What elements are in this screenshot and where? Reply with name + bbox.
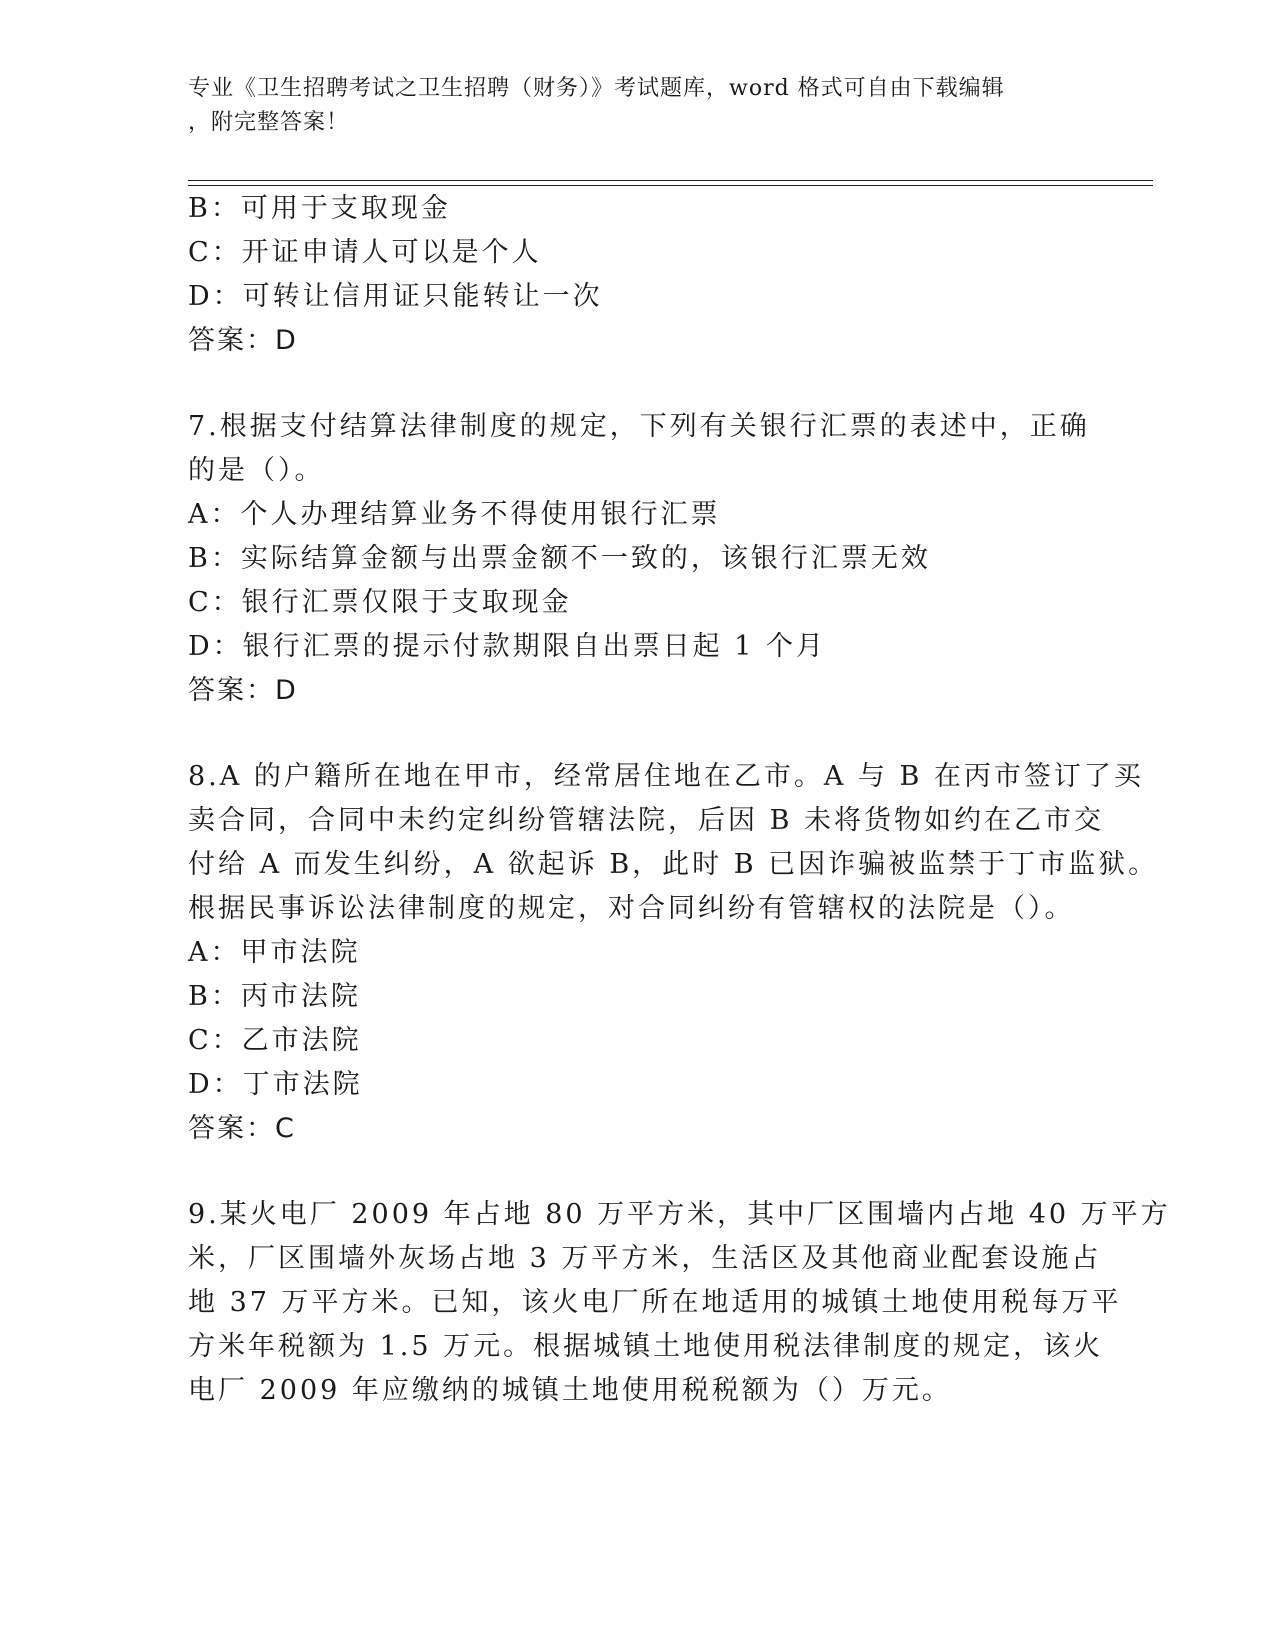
question-8-text: 根据民事诉讼法律制度的规定，对合同纠纷有管辖权的法院是（）。 <box>188 893 1075 924</box>
question-7-text: 7.根据支付结算法律制度的规定，下列有关银行汇票的表述中，正确 <box>188 411 1090 442</box>
question-7-text: 的是（）。 <box>188 455 325 486</box>
question-9-text: 米，厂区围墙外灰场占地 3 万平方米，生活区及其他商业配套设施占 <box>188 1243 1102 1274</box>
option-d: D：可转让信用证只能转让一次 <box>188 281 603 312</box>
option-c: C：乙市法院 <box>188 1025 362 1056</box>
answer: 答案：D <box>188 675 298 706</box>
question-8-text: 卖合同，合同中未约定纠纷管辖法院，后因 B 未将货物如约在乙市交 <box>188 805 1105 836</box>
question-8-text: 付给 A 而发生纠纷，A 欲起诉 B，此时 B 已因诈骗被监禁于丁市监狱。 <box>188 849 1159 880</box>
option-d: D：丁市法院 <box>188 1069 363 1100</box>
option-a: A：个人办理结算业务不得使用银行汇票 <box>188 499 721 530</box>
option-c: C：银行汇票仅限于支取现金 <box>188 587 572 618</box>
option-b: B：丙市法院 <box>188 981 361 1012</box>
option-c: C：开证申请人可以是个人 <box>188 237 542 268</box>
option-a: A：甲市法院 <box>188 937 361 968</box>
question-9-text: 地 37 万平方米。已知，该火电厂所在地适用的城镇土地使用税每万平 <box>188 1287 1122 1318</box>
question-9-text: 方米年税额为 1.5 万元。根据城镇土地使用税法律制度的规定，该火 <box>188 1331 1104 1362</box>
page-header: 专业《卫生招聘考试之卫生招聘（财务）》考试题库，word 格式可自由下载编辑 ，附完整答案！ <box>188 76 1005 135</box>
answer: 答案：D <box>188 325 298 356</box>
answer: 答案：C <box>188 1113 296 1144</box>
question-9-text: 电厂 2009 年应缴纳的城镇土地使用税税额为（）万元。 <box>188 1375 952 1406</box>
option-b: B：实际结算金额与出票金额不一致的，该银行汇票无效 <box>188 543 931 574</box>
option-d: D：银行汇票的提示付款期限自出票日起 1 个月 <box>188 631 826 662</box>
question-9-text: 9.某火电厂 2009 年占地 80 万平方米，其中厂区围墙内占地 40 万平方 <box>188 1199 1171 1230</box>
question-8-text: 8.A 的户籍所在地在甲市，经常居住地在乙市。A 与 B 在丙市签订了买 <box>188 761 1144 792</box>
option-b: B：可用于支取现金 <box>188 193 451 224</box>
header-divider <box>188 180 1153 181</box>
